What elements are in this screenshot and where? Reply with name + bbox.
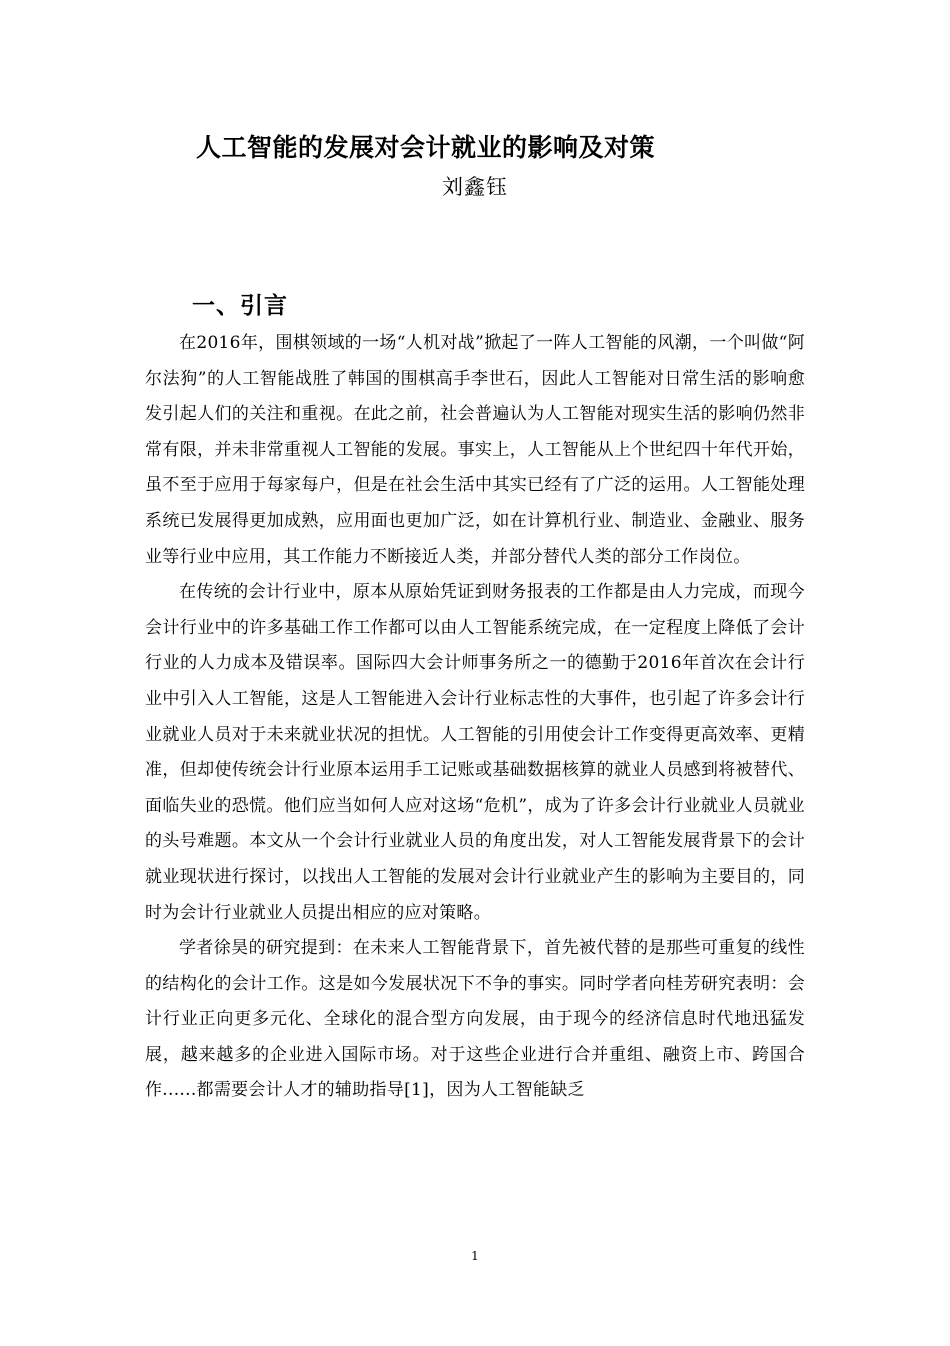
document-title: 人工智能的发展对会计就业的影响及对策 bbox=[196, 133, 656, 162]
page-number: 1 bbox=[471, 1249, 479, 1263]
body-text bbox=[145, 326, 805, 1109]
author-name: 刘鑫钰 bbox=[442, 175, 508, 199]
section-heading-introduction: 一、引言 bbox=[192, 293, 288, 319]
paragraph-2: 在传统的会计行业中，原本从原始凭证到财务报表的工作都是由人力完成，而现今会计行业中的许多基础工作工作都可以由人工智能系统完成，在一定程度上降低了会计行业的人力成本及错误率。国际四大会计师事务所之一的德勤于2016年首次在会计行业中引入人工智能，这是人工智能进入会计行业标志性的大事件，也引起了许多会计行业就业人员对于未来就业状况的担忧。人工智能的引用使会计工作变得更高效率、更精准，但却使传统会计行业原本运用手工记账或基础数据核算的就业人员感到将被替代、面临失业的恐慌。他们应当如何人应对这场“危机”，成为了许多会计行业就业人员就业的头号难题。本文从一个会计行业就业人员的角度出发，对人工智能发展背景下的会计就业现状进行探讨，以找出人工智能的发展对会计行业就业产生的影响为主要目的，同时为会计行业就业人员提出相应的应对策略。 bbox=[145, 582, 805, 923]
paragraph-1: 在2016年，围棋领域的一场“人机对战”掀起了一阵人工智能的风潮，一个叫做“阿尔法狗”的人工智能战胜了韩国的围棋高手李世石，因此人工智能对日常生活的影响愈发引起人们的关注和重视。在此之前，社会普遍认为人工智能对现实生活的影响仍然非常有限，并未非常重视人工智能的发展。事实上，人工智能从上个世纪四十年代开始，虽不至于应用于每家每户，但是在社会生活中其实已经有了广泛的运用。人工智能处理系统已发展得更加成熟，应用面也更加广泛，如在计算机行业、制造业、金融业、服务业等行业中应用，其工作能力不断接近人类，并部分替代人类的部分工作岗位。 bbox=[145, 333, 805, 567]
paragraph-3: 学者徐昊的研究提到：在未来人工智能背景下，首先被代替的是那些可重复的线性的结构化的会计工作。这是如今发展状况下不争的事实。同时学者向桂芳研究表明：会计行业正向更多元化、全球化的混合型方向发展，由于现今的经济信息时代地迅猛发展，越来越多的企业进入国际市场。对于这些企业进行合并重组、融资上市、跨国合作......都需要会计人才的辅助指导[1]，因为人工智能缺乏 bbox=[145, 938, 805, 1101]
